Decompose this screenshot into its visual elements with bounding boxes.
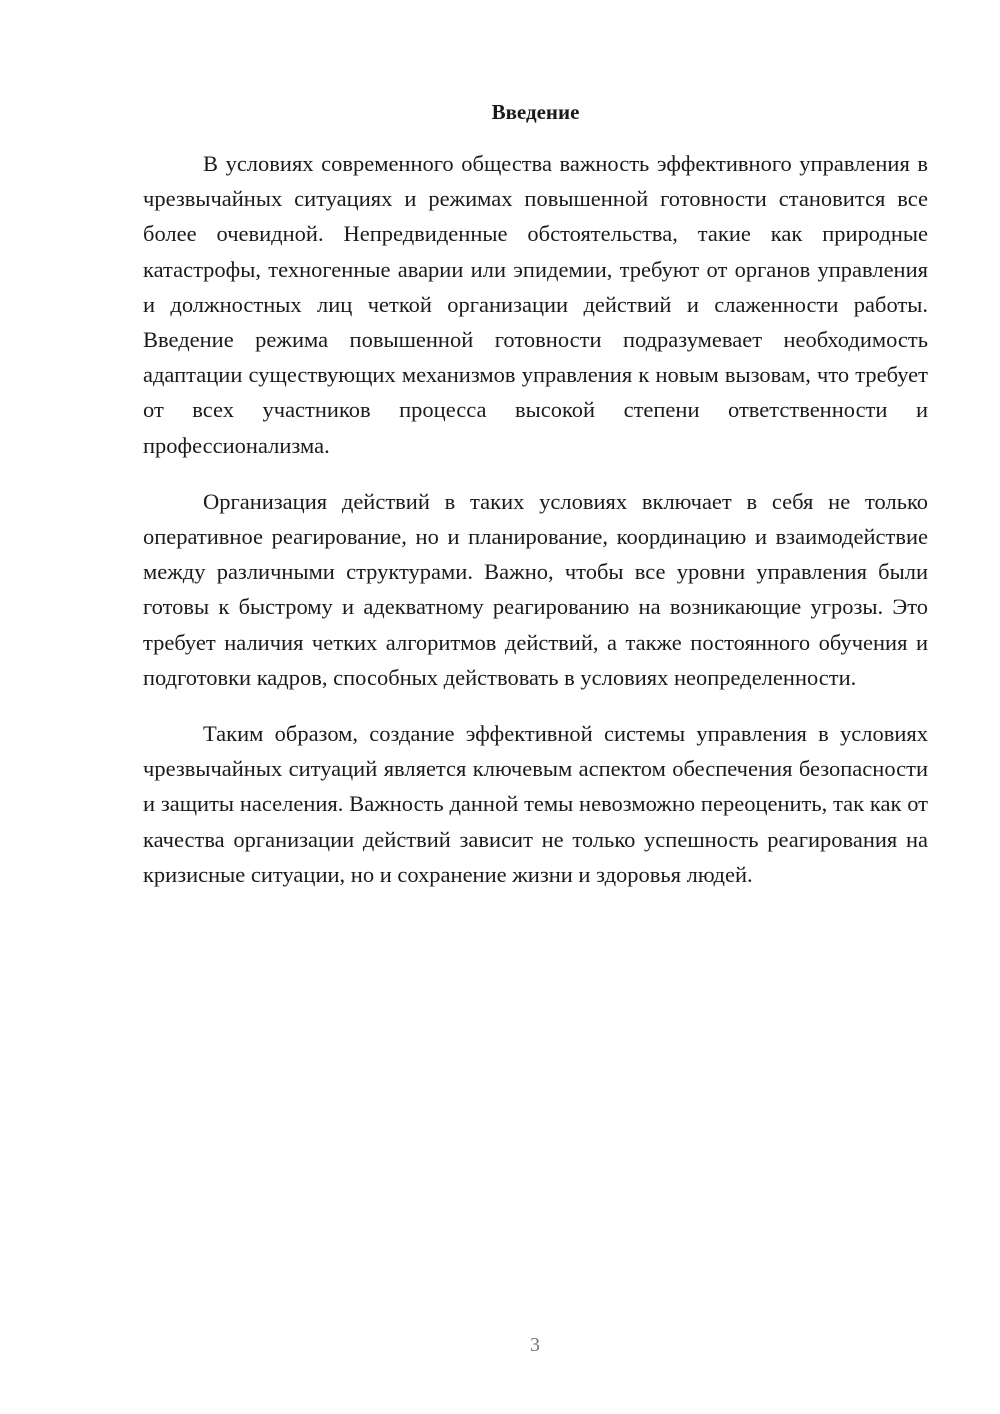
paragraph-1: В условиях современного общества важность эффективного управления в чрезвычайных ситуациях и режимах повышенной готовности становится все более очевидной. Непредвиденные обстоятельства, такие как природные катастрофы, техногенные аварии или эпидемии, требуют от органов управления и должностных лиц четкой организации действий и слаженности работы. Введение режима повышенной готовности подразумевает необходимость адаптации существующих механизмов управления к новым вызовам, что требует от всех участников процесса высокой степени ответственности и профессионализма. <box>143 151 928 458</box>
page-content <box>143 98 928 913</box>
section-title: Введение <box>491 100 580 124</box>
paragraph-2: Организация действий в таких условиях включает в себя не только оперативное реагирование, но и планирование, координацию и взаимодействие между различными структурами. Важно, чтобы все уровни управления были готовы к быстрому и адекватному реагированию на возникающие угрозы. Это требует наличия четких алгоритмов действий, а также постоянного обучения и подготовки кадров, способных действовать в условиях неопределенности. <box>143 488 928 690</box>
page-number: 3 <box>530 1334 540 1356</box>
paragraph-3: Таким образом, создание эффективной системы управления в условиях чрезвычайных ситуаций является ключевым аспектом обеспечения безопасности и защиты населения. Важность данной темы невозможно переоценить, так как от качества организации действий зависит не только успешность реагирования на кризисные ситуации, но и сохранение жизни и здоровья людей. <box>143 721 928 887</box>
